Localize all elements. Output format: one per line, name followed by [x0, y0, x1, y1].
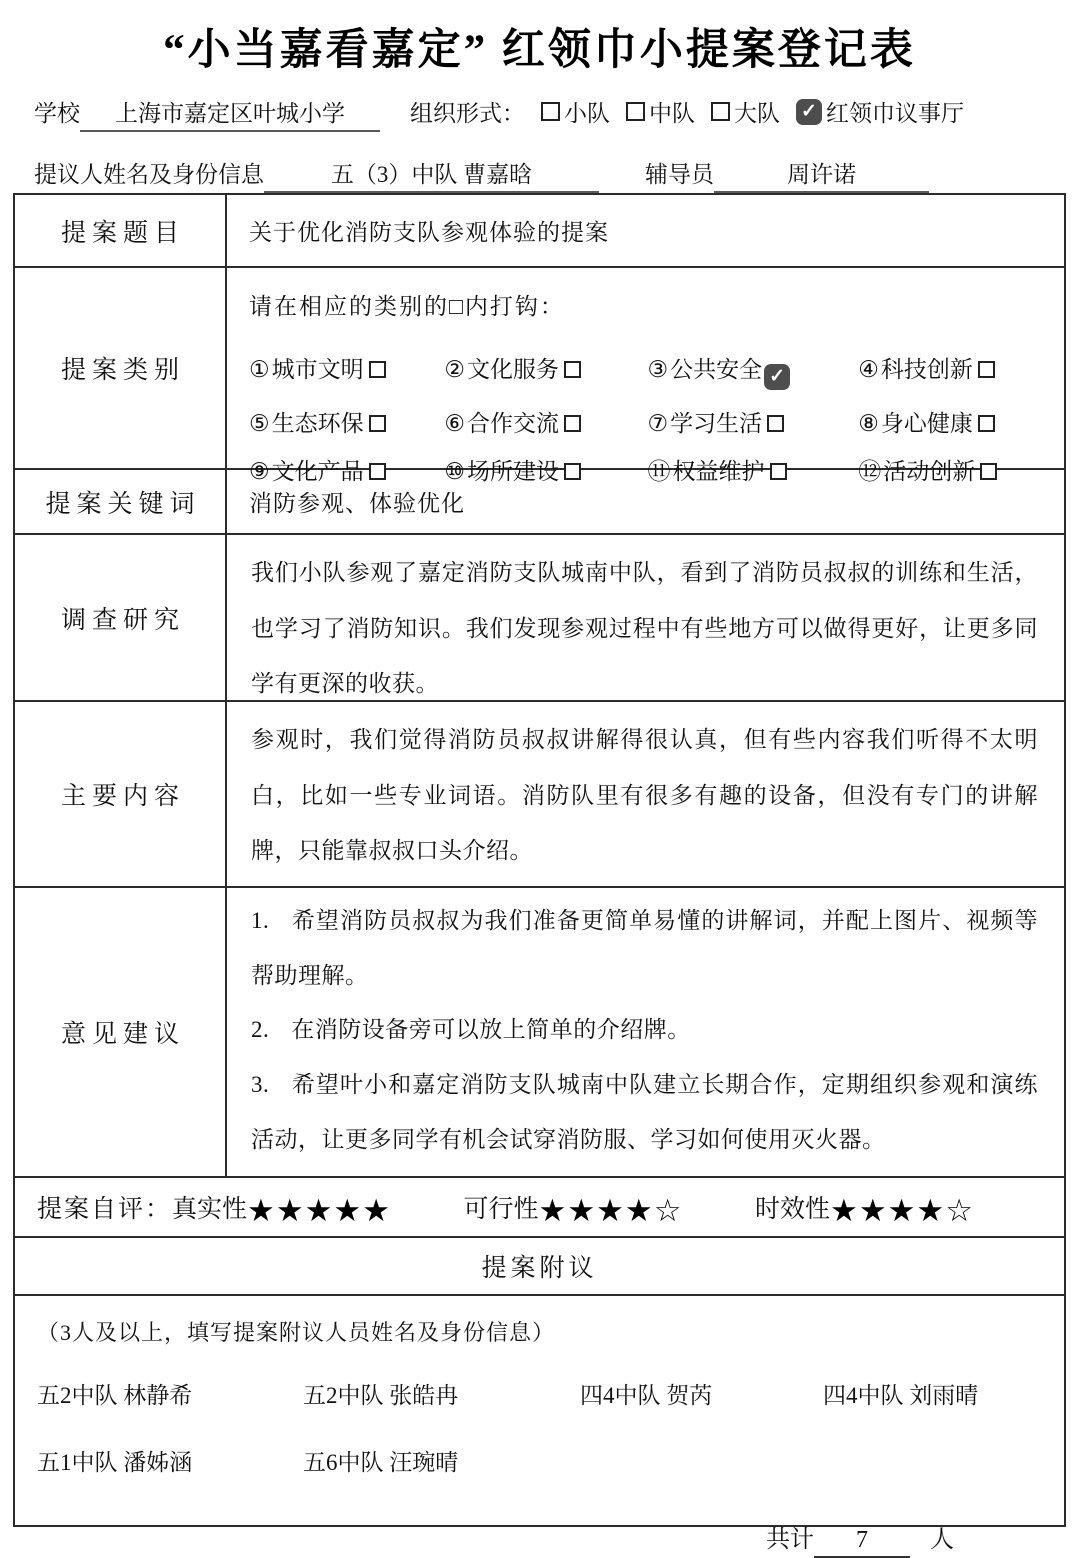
- council-label: 红领巾议事厅: [826, 101, 964, 126]
- suggestion-item-3: [251, 1058, 1038, 1167]
- proposer-label: 提议人姓名及身份信息: [34, 162, 264, 187]
- category-grid: [249, 351, 1046, 486]
- org-option-brigade: [626, 95, 695, 128]
- suggestion-text-3: 希望叶小和嘉定消防支队城南中队建立长期合作，定期组织参观和演练活动，让更多同学有机会试穿消防服、学习如何使用灭火器。: [251, 1072, 1038, 1152]
- category-option-7: [648, 405, 859, 438]
- category-instruction: 请在相应的类别的□内打钩：: [249, 294, 565, 319]
- suggestion-text-2: 在消防设备旁可以放上简单的介绍牌。: [291, 1017, 691, 1043]
- proposer-field: 五（3）中队 曹嘉晗: [264, 156, 599, 193]
- category-number-7: ⑦: [647, 411, 669, 436]
- category-number-9: ⑨: [249, 459, 270, 484]
- endorser-2: 五2中队 张皓冉: [303, 1383, 459, 1408]
- category-number-8: ⑧: [858, 411, 879, 436]
- suggestion-item-2: [251, 1003, 1038, 1058]
- category-name-12: 活动创新: [883, 459, 976, 484]
- counselor-field: 周许诺: [714, 156, 929, 193]
- org-option-squad: [541, 95, 610, 128]
- category-number-3: ③: [647, 357, 669, 382]
- category-number-5: ⑤: [249, 411, 270, 436]
- category-number-2: ②: [444, 357, 466, 382]
- squad-label: 小队: [564, 101, 610, 126]
- category-name-8: 身心健康: [880, 411, 973, 436]
- row-suggestions: [15, 888, 1064, 1178]
- category-option-1: [249, 351, 444, 390]
- row-research: [15, 535, 1064, 702]
- category-checkbox-3-checked-icon[interactable]: [764, 364, 790, 390]
- category-label: 提案类别: [15, 268, 227, 468]
- endorsement-header: 提案附议: [481, 1255, 598, 1282]
- endorser-total-line: [37, 1519, 1040, 1558]
- page-title: “小当嘉看嘉定” 红领巾小提案登记表: [163, 27, 916, 74]
- category-option-6: [444, 405, 647, 438]
- row-self-rating: [15, 1178, 1064, 1238]
- category-checkbox-2[interactable]: [564, 361, 581, 378]
- self-rating-label: 提案自评：: [37, 1196, 173, 1223]
- endorser-6: 五6中队 汪琬晴: [303, 1450, 459, 1475]
- category-number-12: ⑫: [858, 459, 882, 484]
- row-proposal-title: [15, 195, 1064, 268]
- rating-feasibility-stars: ★★★★☆: [538, 1193, 683, 1228]
- school-field: 上海市嘉定区叶城小学: [80, 95, 380, 132]
- endorser-4: 四4中队 刘雨晴: [823, 1383, 979, 1408]
- category-name-9: 文化产品: [271, 459, 364, 484]
- category-name-6: 合作交流: [467, 411, 560, 436]
- category-checkbox-8[interactable]: [978, 415, 995, 432]
- keywords-value: 消防参观、体验优化: [249, 491, 465, 516]
- category-name-4: 科技创新: [880, 357, 973, 382]
- category-option-2: [444, 351, 647, 390]
- total-count-field: 7: [814, 1527, 910, 1558]
- rating-timeliness-stars: ★★★★☆: [830, 1193, 974, 1228]
- rating-feasibility: [463, 1189, 683, 1228]
- header-line-school-org: [0, 95, 1079, 132]
- suggestion-item-1: [251, 894, 1038, 1003]
- keywords-label: 提案关键词: [15, 470, 227, 533]
- squad-checkbox[interactable]: [541, 102, 560, 121]
- org-option-council: [796, 95, 964, 128]
- proposal-title-label: 提案题目: [15, 195, 227, 266]
- self-rating-bar: [15, 1178, 1064, 1236]
- proposal-table: [13, 193, 1066, 1553]
- category-option-3: [648, 351, 859, 390]
- research-label: 调查研究: [15, 535, 227, 700]
- main-content-label: 主要内容: [15, 702, 227, 886]
- org-form-label: 组织形式：: [410, 101, 525, 126]
- rating-authenticity-label: 真实性: [172, 1196, 248, 1223]
- org-form-group: [410, 95, 964, 128]
- category-name-11: 权益维护: [672, 459, 765, 484]
- brigade-label: 中队: [649, 101, 695, 126]
- category-name-5: 生态环保: [271, 411, 364, 436]
- rating-timeliness-label: 时效性: [755, 1196, 831, 1223]
- endorsement-cell: [15, 1296, 1064, 1553]
- row-endorsement-header: [15, 1238, 1064, 1296]
- category-number-11: ⑪: [647, 459, 671, 484]
- category-checkbox-7[interactable]: [767, 415, 784, 432]
- category-checkbox-6[interactable]: [564, 415, 581, 432]
- org-option-battalion: [711, 95, 780, 128]
- endorser-1: 五2中队 林静希: [37, 1383, 193, 1408]
- suggestion-number-3: 3.: [251, 1072, 270, 1098]
- suggestion-text-1: 希望消防员叔叔为我们准备更简单易懂的讲解词，并配上图片、视频等帮助理解。: [251, 908, 1038, 988]
- category-cell: [227, 268, 1064, 484]
- category-number-6: ⑥: [444, 411, 466, 436]
- category-checkbox-5[interactable]: [369, 415, 386, 432]
- rating-timeliness: [755, 1189, 974, 1228]
- category-name-3: 公共安全: [670, 357, 763, 382]
- category-checkbox-4[interactable]: [978, 361, 995, 378]
- category-option-8: [858, 405, 1046, 438]
- research-text: 我们小队参观了嘉定消防支队城南中队，看到了消防员叔叔的训练和生活，也学习了消防知识。我们发现参观过程中有些地方可以做得更好，让更多同学有更深的收获。: [251, 560, 1038, 697]
- category-name-7: 学习生活: [670, 411, 763, 436]
- endorser-3: 四4中队 贺芮: [580, 1383, 713, 1408]
- row-proposal-category: [15, 268, 1064, 484]
- battalion-checkbox[interactable]: [711, 102, 730, 121]
- total-label: 共计: [766, 1527, 814, 1553]
- category-number-1: ①: [249, 357, 270, 382]
- endorser-5: 五1中队 潘姊涵: [37, 1450, 193, 1475]
- suggestions-label: 意见建议: [15, 888, 227, 1176]
- main-content-text: 参观时，我们觉得消防员叔叔讲解得很认真，但有些内容我们听得不太明白，比如一些专业词语。消防队里有很多有趣的设备，但没有专门的讲解牌，只能靠叔叔口头介绍。: [251, 727, 1038, 864]
- row-main-content: [15, 702, 1064, 888]
- category-option-5: [249, 405, 444, 438]
- endorsement-note: （3人及以上，填写提案附议人员姓名及身份信息）: [37, 1320, 556, 1345]
- rating-feasibility-label: 可行性: [463, 1196, 539, 1223]
- school-label: 学校: [34, 101, 80, 126]
- category-checkbox-1[interactable]: [369, 361, 386, 378]
- category-name-10: 场所建设: [467, 459, 560, 484]
- rating-authenticity: [172, 1189, 391, 1228]
- row-endorsement: [15, 1296, 1064, 1553]
- council-checkbox-checked-icon[interactable]: [796, 99, 822, 125]
- suggestions-cell: [227, 888, 1064, 1176]
- category-name-2: 文化服务: [467, 357, 560, 382]
- rating-authenticity-stars: ★★★★★: [247, 1193, 391, 1228]
- counselor-label: 辅导员: [645, 162, 714, 187]
- row-keywords: [15, 470, 1064, 535]
- category-number-10: ⑩: [444, 459, 466, 484]
- suggestion-number-1: 1.: [251, 908, 270, 933]
- battalion-label: 大队: [734, 101, 780, 126]
- category-option-4: [858, 351, 1046, 390]
- proposal-title-value: 关于优化消防支队参观体验的提案: [249, 220, 609, 245]
- brigade-checkbox[interactable]: [626, 102, 645, 121]
- total-unit: 人: [930, 1527, 954, 1553]
- header-line-proposer: [0, 156, 1079, 193]
- suggestion-number-2: 2.: [251, 1017, 270, 1043]
- category-number-4: ④: [858, 357, 879, 382]
- endorser-name-grid: [37, 1377, 1040, 1477]
- category-name-1: 城市文明: [271, 357, 364, 382]
